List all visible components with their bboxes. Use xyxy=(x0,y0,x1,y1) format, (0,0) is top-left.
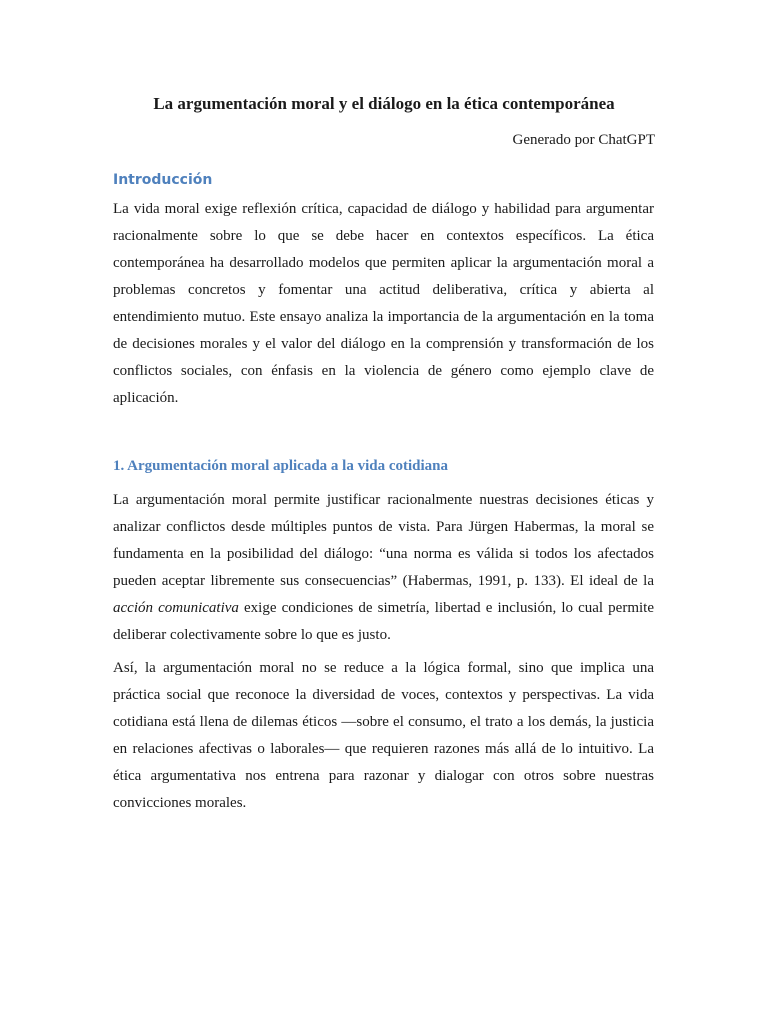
section-1-p1-italic-term: acción comunicativa xyxy=(113,600,239,616)
section-1-heading: 1. Argumentación moral aplicada a la vida cotidiana xyxy=(113,458,449,474)
section-1-paragraph-2: Así, la argumentación moral no se reduce a la lógica formal, sino que implica una práctica social que reconoce la diversidad de voces, contextos y perspectivas. La vida cotidiana está llena de dilemas éticos —sobre el consumo, el trato a los demás, la justicia en relaciones afectivas o laborales— que requieren razones más allá de lo intuitivo. La ética argumentativa nos entrena para razonar y dialogar con otros sobre nuestras convicciones morales. xyxy=(113,660,654,811)
section-1-p1-text-start: La argumentación moral permite justificar racionalmente nuestras decisiones éticas y analizar conflictos desde múltiples puntos de vista. Para Jürgen Habermas, la moral se fundamenta en la posibilidad del diálogo: “una norma es válida si todos los afectados pueden aceptar libremente sus consecuencias” (Habermas, 1991, p. 133). El ideal de la xyxy=(113,492,654,589)
intro-heading: Introducción xyxy=(113,172,213,188)
section-1-paragraph-1 xyxy=(113,487,654,649)
intro-paragraph: La vida moral exige reflexión crítica, capacidad de diálogo y habilidad para argumentar racionalmente sobre lo que se debe hacer en contextos específicos. La ética contemporánea ha desarrollado modelos que permiten aplicar la argumentación moral a problemas concretos y fomentar una actitud deliberativa, crítica y abierta al entendimiento mutuo. Este ensayo analiza la importancia de la argumentación en la toma de decisiones morales y el valor del diálogo en la comprensión y transformación de los conflictos sociales, con énfasis en la violencia de género como ejemplo clave de aplicación. xyxy=(113,201,654,406)
author-byline: Generado por ChatGPT xyxy=(512,132,655,148)
document-title: La argumentación moral y el diálogo en la ética contemporánea xyxy=(153,94,615,113)
section-1-p1-text-end: exige condiciones de simetría, libertad e inclusión, lo cual permite deliberar colectivamente sobre lo que es justo. xyxy=(113,600,654,643)
